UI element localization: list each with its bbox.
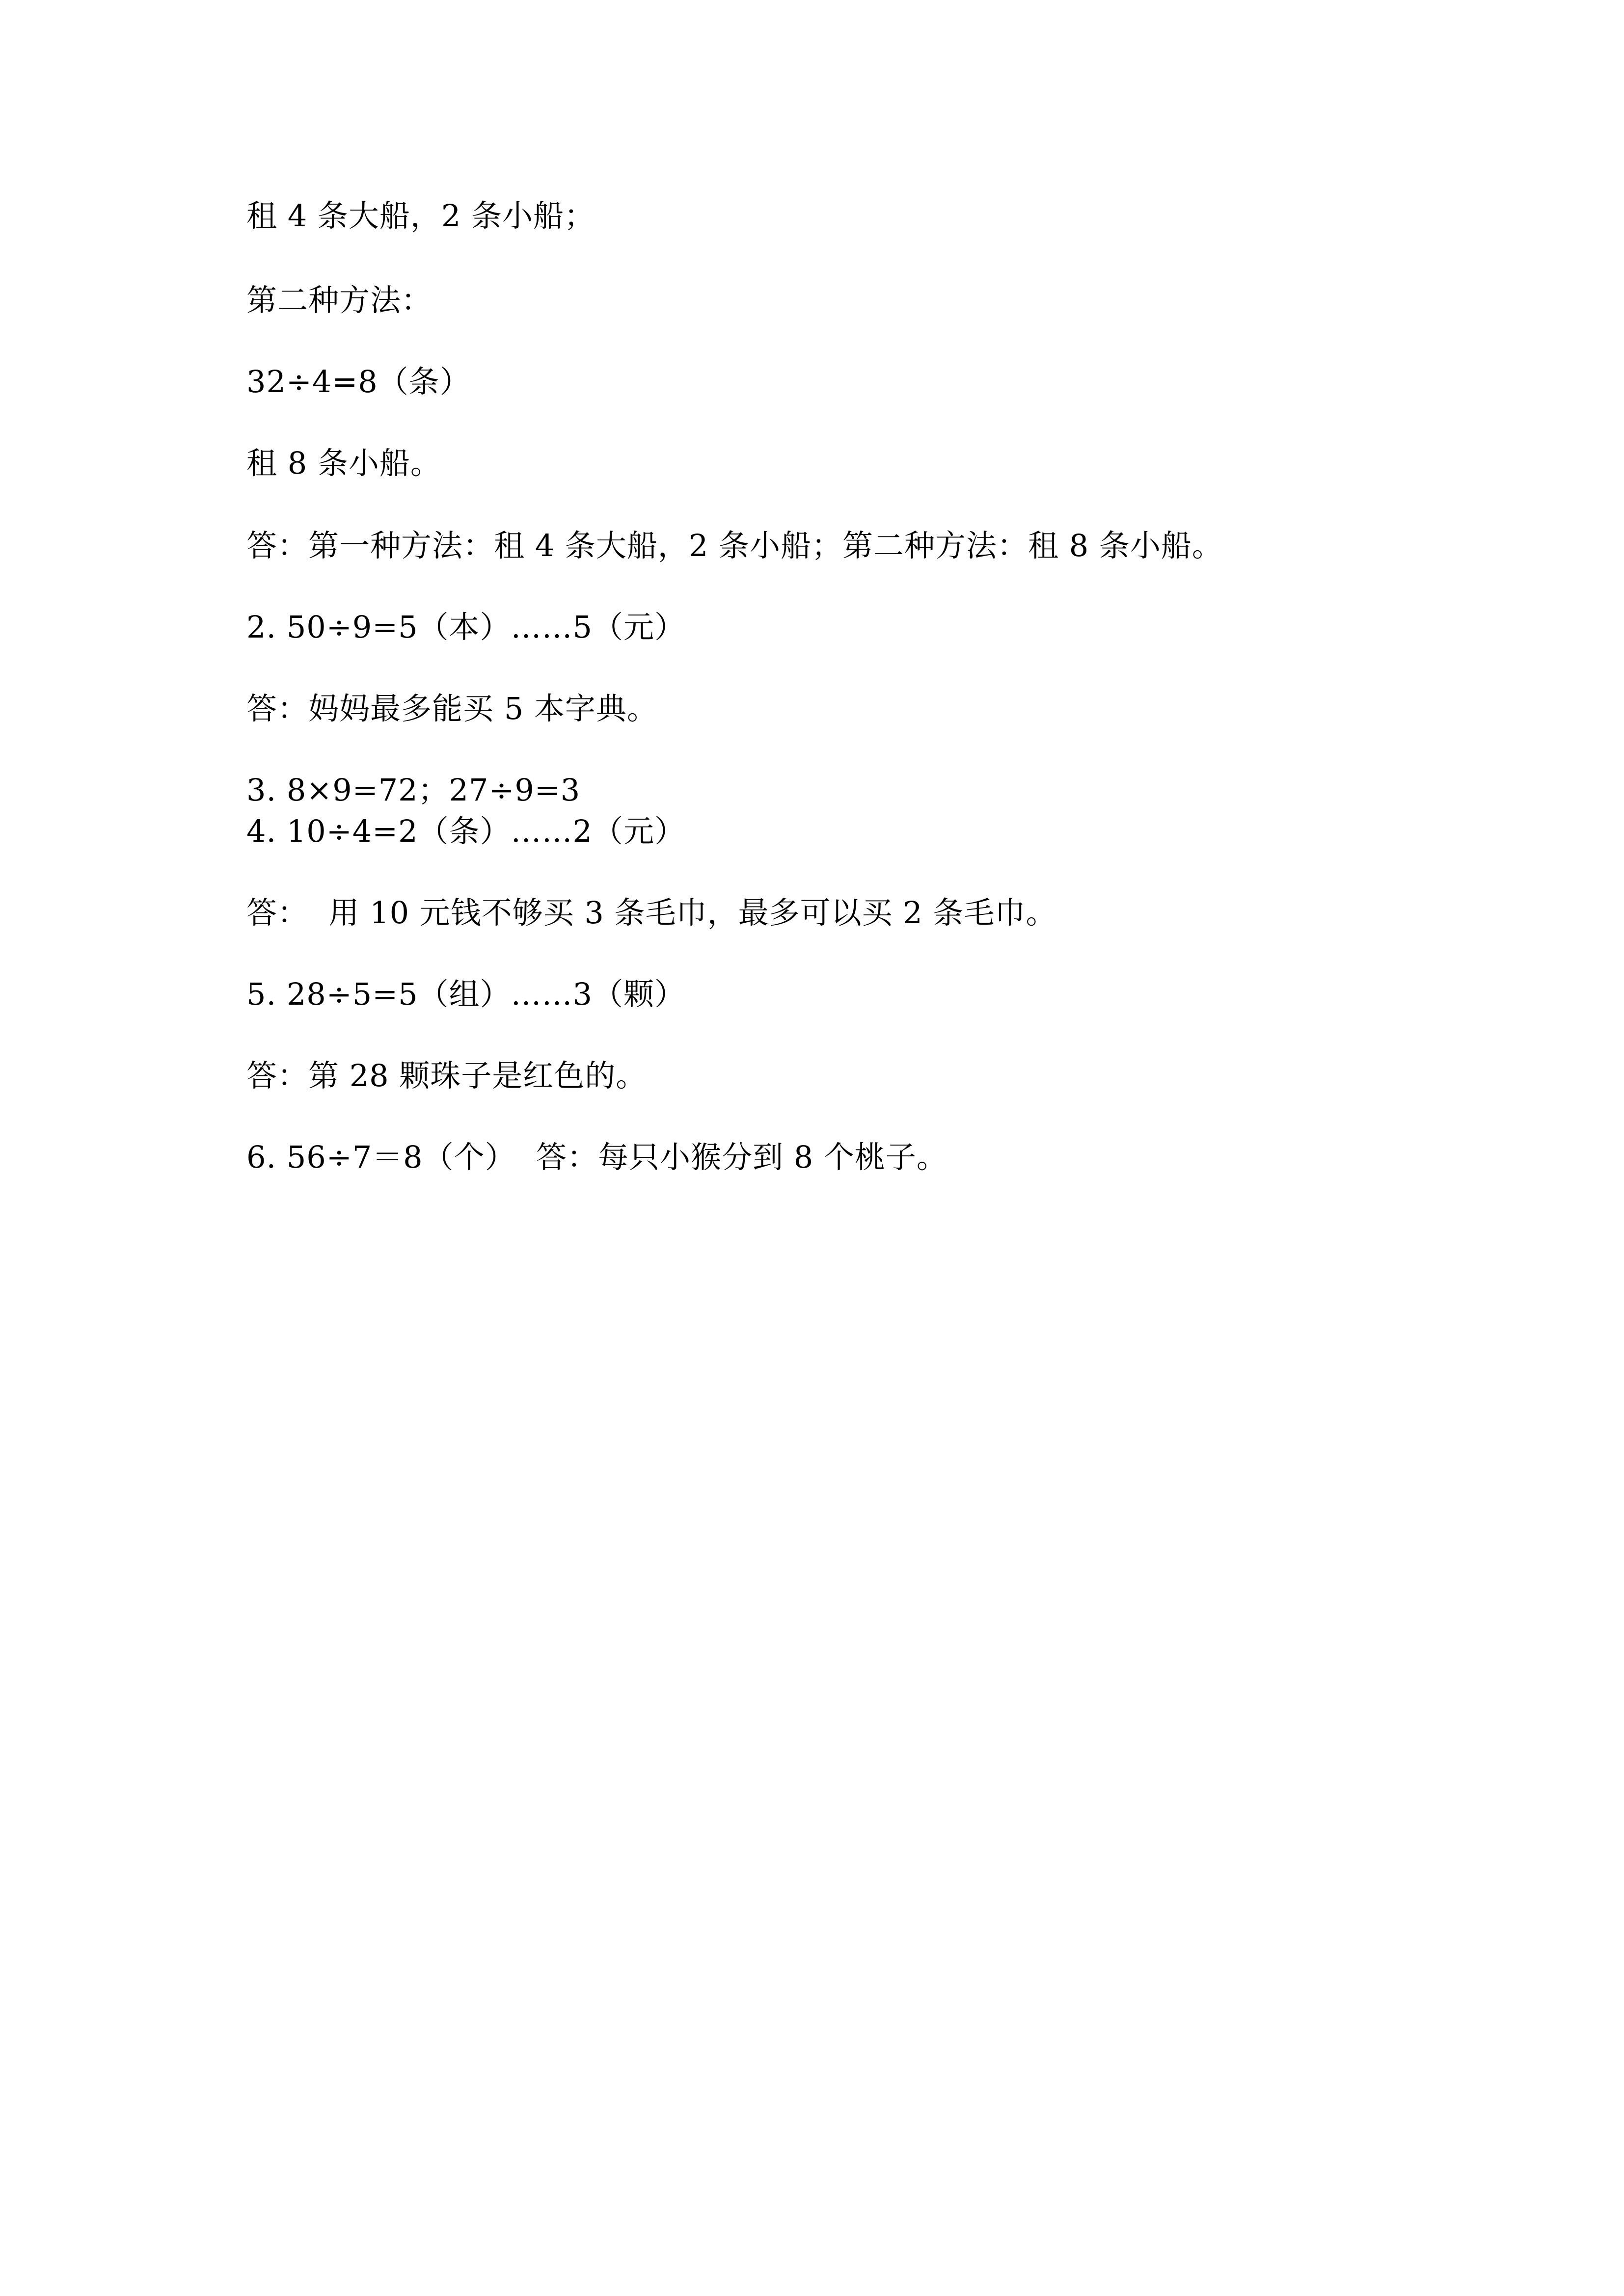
problem-line: 6. 56÷7＝8（个） 答：每只小猴分到 8 个桃子。 <box>246 1139 947 1175</box>
problem-line: 2. 50÷9=5（本）……5（元） <box>246 609 685 645</box>
text-line: 第二种方法： <box>246 282 433 318</box>
text-line: 租 8 条小船。 <box>246 445 441 481</box>
problem-line: 4. 10÷4=2（条）……2（元） <box>246 813 685 849</box>
problem-line: 5. 28÷5=5（组）……3（颗） <box>246 976 685 1012</box>
answer-line: 答：第一种方法：租 4 条大船，2 条小船；第二种方法：租 8 条小船。 <box>246 528 1223 563</box>
answer-line: 答：第 28 颗珠子是红色的。 <box>246 1058 647 1094</box>
problem-line: 3. 8×9=72；27÷9=3 <box>246 772 581 808</box>
text-line: 32÷4=8（条） <box>246 364 471 400</box>
answer-line: 答： 用 10 元钱不够买 3 条毛巾，最多可以买 2 条毛巾。 <box>246 895 1057 931</box>
answer-line: 答：妈妈最多能买 5 本字典。 <box>246 691 658 726</box>
text-line: 租 4 条大船，2 条小船； <box>246 198 595 234</box>
